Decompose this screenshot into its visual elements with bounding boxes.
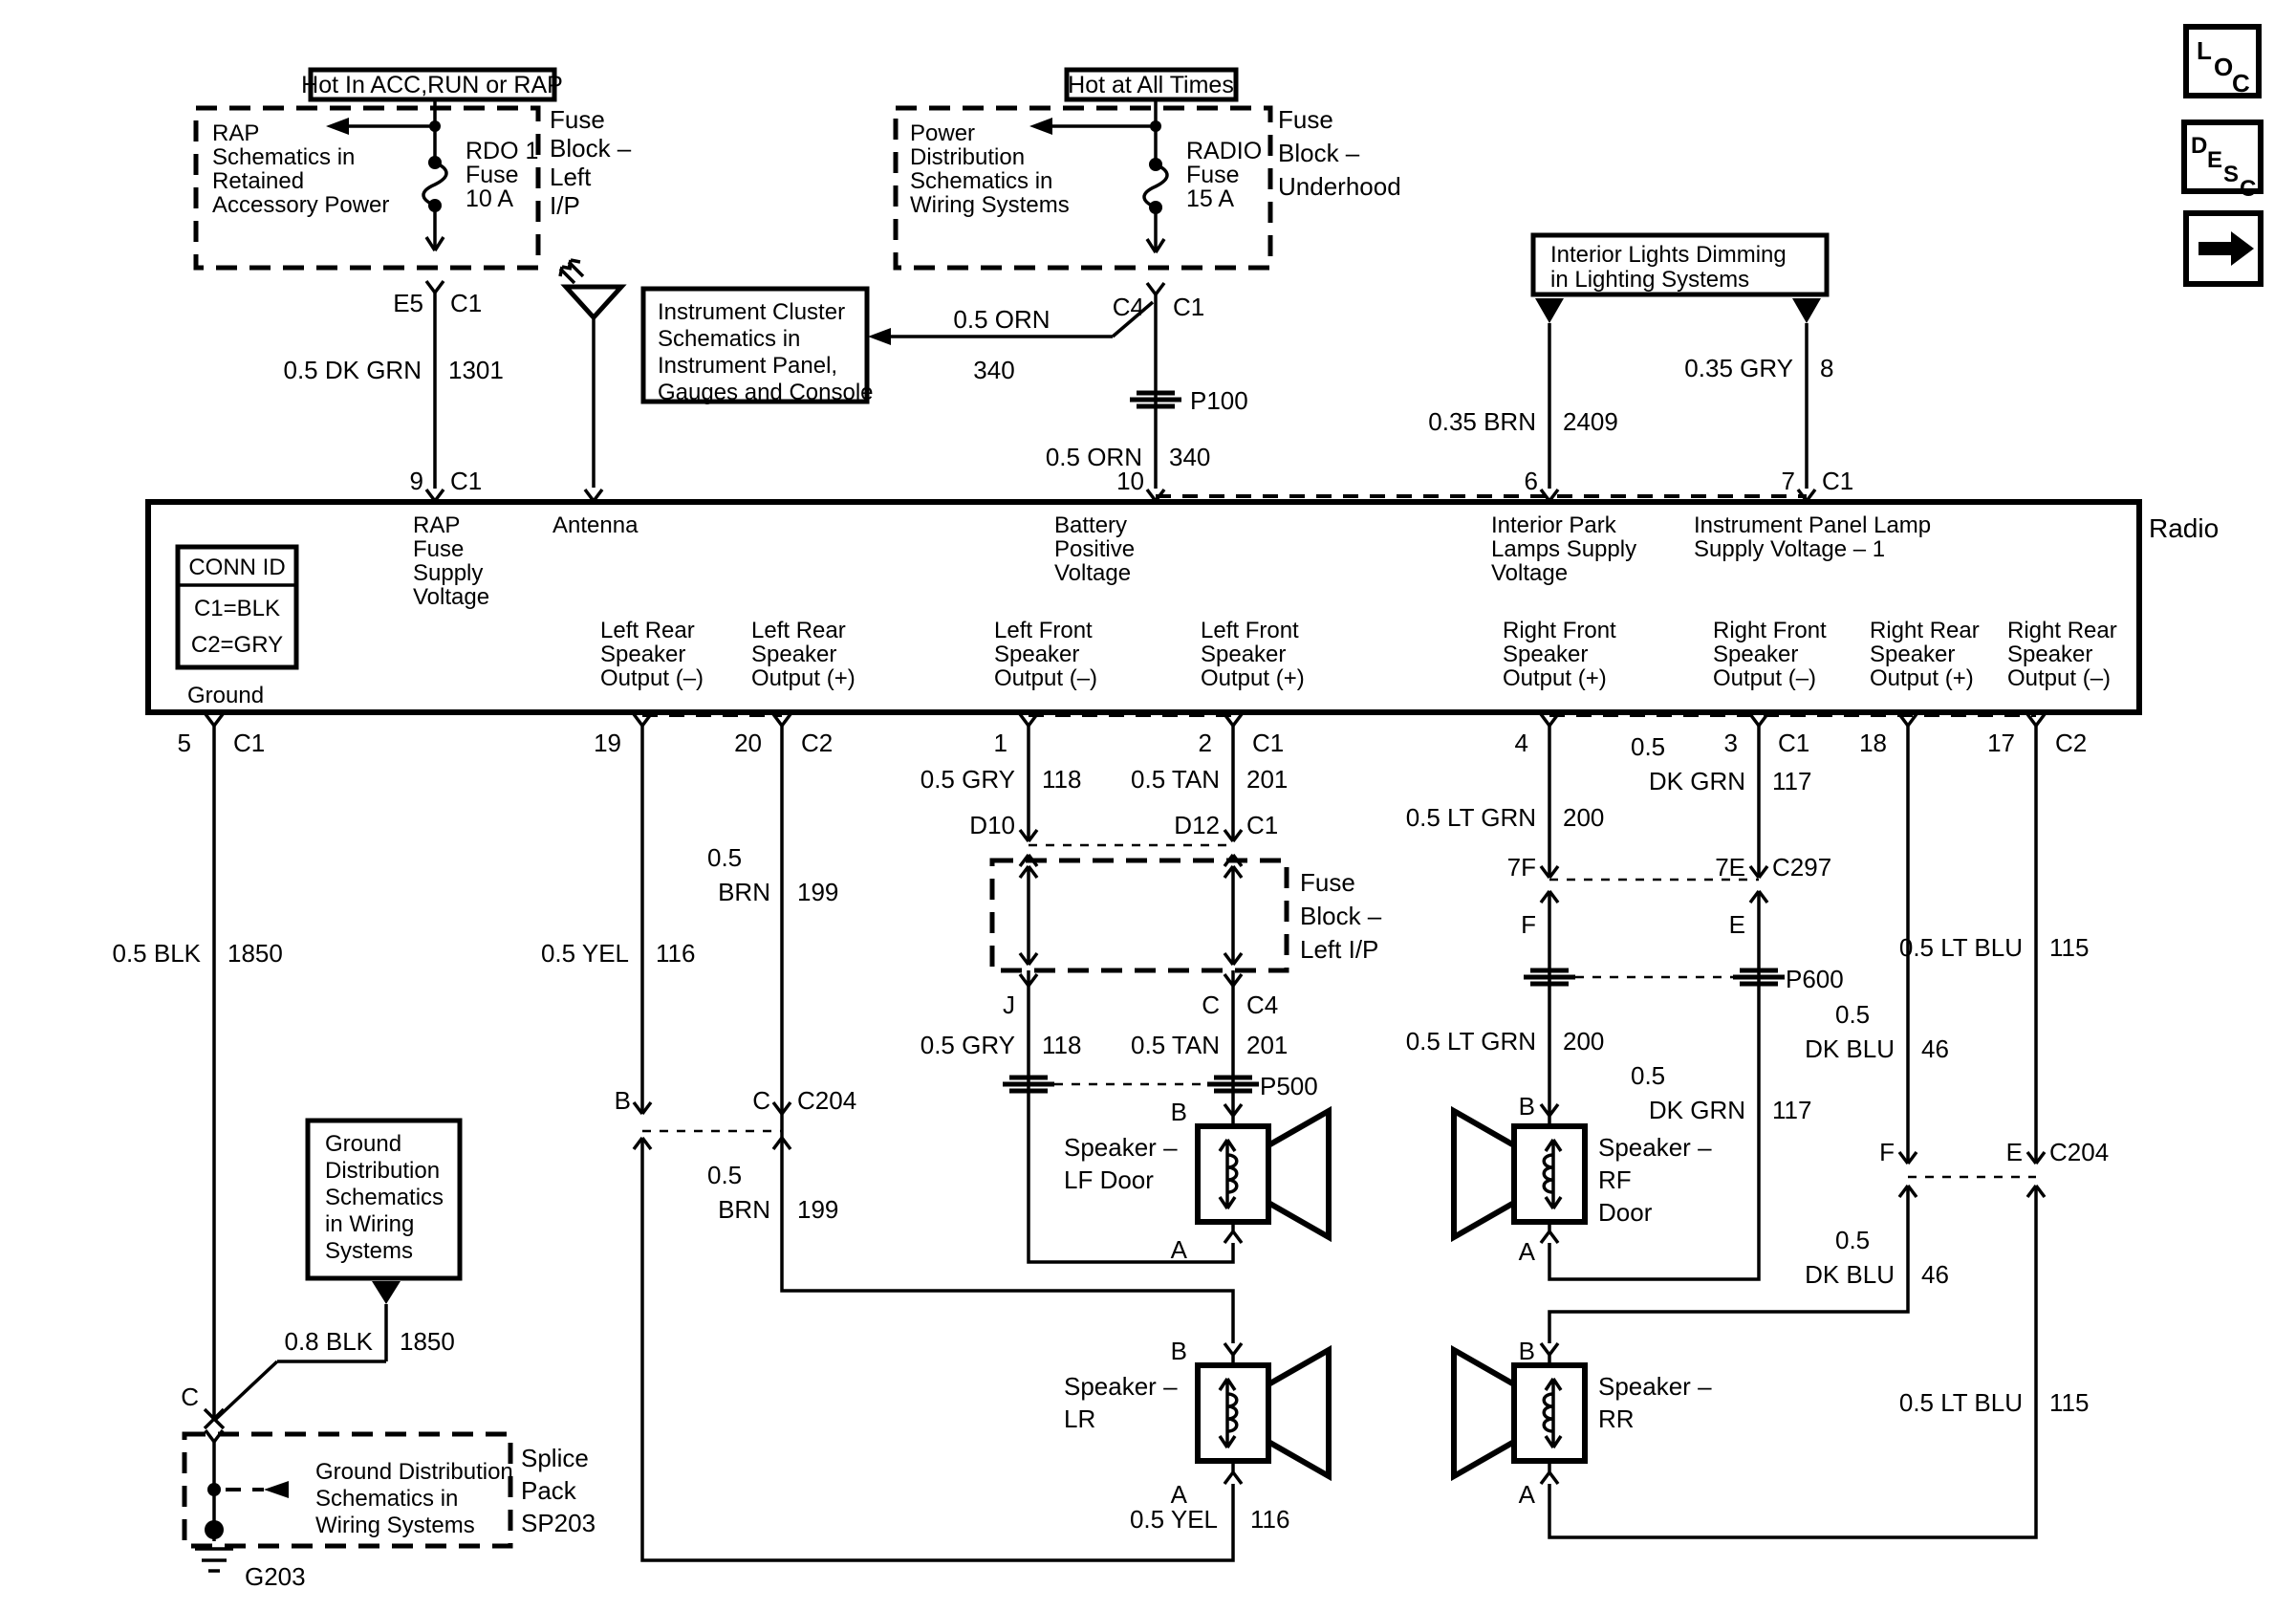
circuit-46: 46 [1921, 1260, 1949, 1289]
terminal-a: A [1518, 1480, 1535, 1509]
circuit-1850-branch: 1850 [400, 1327, 455, 1356]
speaker-label: RR [1598, 1404, 1635, 1433]
wire-label-brn: BRN [718, 878, 770, 906]
fuse-name: Fuse [466, 162, 519, 188]
speaker-body [1198, 1126, 1268, 1222]
radio-pin-battery: Positive [1054, 536, 1136, 562]
wire-label-brn: BRN [718, 1195, 770, 1224]
connector-c1: C1 [1246, 811, 1279, 839]
fuse-name: RADIO [1186, 138, 1263, 164]
output-label: Speaker [1870, 642, 1956, 667]
rap-note-line: Schematics in [212, 144, 356, 170]
dimming-section [1428, 235, 1853, 495]
terminal-7f: 7F [1506, 853, 1536, 882]
wire-label-08-blk: 0.8 BLK [284, 1327, 373, 1356]
output-label: Output (–) [1713, 665, 1817, 691]
output-label: Right Rear [1870, 618, 1980, 643]
output-label: Output (+) [1503, 665, 1607, 691]
wire-label-brn: 0.5 [707, 843, 743, 872]
right-arrow-icon [2231, 231, 2254, 266]
circuit-201: 201 [1246, 765, 1289, 794]
loc-letter: L [2197, 36, 2212, 65]
splice-dot [207, 1483, 221, 1496]
pin-9: 9 [409, 467, 423, 495]
circuit-115: 115 [2049, 1388, 2090, 1417]
radio-pin-rap: Fuse [413, 536, 465, 562]
output-label: Speaker [1503, 642, 1589, 667]
wire-label-dkgrn: 0.5 [1631, 732, 1666, 761]
connector-c204: C204 [797, 1086, 857, 1115]
fuse-block-title: Underhood [1278, 172, 1401, 201]
output-label: Speaker [751, 642, 837, 667]
wire-label-blk: 0.5 BLK [112, 939, 201, 968]
connector-c4: C4 [1112, 293, 1144, 321]
loc-letter: O [2214, 53, 2234, 81]
terminal-a: A [1170, 1480, 1187, 1509]
acc-feed-section [196, 70, 632, 495]
ground-node-dot [205, 1520, 224, 1539]
junction-dot [429, 120, 441, 132]
terminal-d10: D10 [969, 811, 1015, 839]
output-label: Left Front [994, 618, 1093, 643]
connector-c1: C1 [1173, 293, 1205, 321]
fuse-block-title: Block – [1278, 139, 1360, 167]
wire-label-tan: 0.5 TAN [1131, 765, 1220, 794]
circuit-340-branch: 340 [973, 356, 1015, 384]
speaker-horn [1454, 1111, 1514, 1237]
circuit-46: 46 [1921, 1034, 1949, 1063]
grommet-p600-label: P600 [1786, 965, 1844, 993]
antenna-triangle [566, 287, 621, 317]
wire-label-dkblu: DK BLU [1805, 1260, 1895, 1289]
cluster-note: Gauges and Console [658, 380, 874, 405]
grommet-p600-icon [1524, 970, 1785, 984]
gd-note: Distribution [325, 1158, 441, 1184]
terminal-c: C [1202, 991, 1220, 1019]
output-label: Output (–) [994, 665, 1098, 691]
splice-note: Ground Distribution [315, 1459, 513, 1485]
pin-7: 7 [1781, 467, 1795, 495]
output-label: Left Rear [751, 618, 846, 643]
fuse-block-title: Fuse [550, 105, 605, 134]
speaker-label: Speaker – [1064, 1372, 1178, 1401]
radio-pin-rap: Voltage [413, 584, 490, 610]
terminal-f: F [1521, 910, 1536, 939]
terminal-c: C [752, 1086, 770, 1115]
loc-letter: C [2232, 69, 2250, 98]
terminal-b: B [1518, 1337, 1535, 1365]
power-dist-note: Distribution [910, 144, 1026, 170]
desc-button[interactable] [2184, 122, 2261, 202]
fuse-block-pass-title: Block – [1300, 902, 1382, 930]
wire-label-ltgrn: 0.5 LT GRN [1405, 803, 1536, 832]
terminal-j: J [1003, 991, 1015, 1019]
output-label: Output (+) [1201, 665, 1305, 691]
output-label: Speaker [2007, 642, 2093, 667]
speaker-body [1514, 1365, 1585, 1461]
pin-6: 6 [1524, 467, 1538, 495]
speaker-coil-arrow [1546, 1140, 1561, 1208]
circuit-199: 199 [797, 1195, 839, 1224]
radio-pin-ip-lamp: Instrument Panel Lamp [1694, 512, 1932, 538]
hot-all-times-label: Hot at All Times [1068, 72, 1234, 98]
terminal-b: B [1170, 1337, 1187, 1365]
cluster-note: Instrument Panel, [658, 353, 838, 379]
pin-3: 3 [1723, 729, 1738, 757]
speaker-label: Speaker – [1598, 1133, 1712, 1162]
speaker-label: Speaker – [1598, 1372, 1712, 1401]
splice-pack-label: SP203 [521, 1509, 596, 1537]
wire-label-tan: 0.5 TAN [1131, 1031, 1220, 1059]
desc-letter: C [2240, 176, 2257, 202]
circuit-116: 116 [656, 939, 696, 968]
connector-c2: C2 [2055, 729, 2088, 757]
circuit-116: 116 [1250, 1505, 1290, 1534]
circuit-115: 115 [2049, 933, 2090, 962]
output-label: Speaker [994, 642, 1080, 667]
right-front-run [1406, 726, 1844, 1279]
wire-label-orn-branch: 0.5 ORN [953, 305, 1051, 334]
wire-label-gry: 0.5 GRY [920, 765, 1015, 794]
radio-pin-park-lamps: Voltage [1491, 560, 1569, 586]
fuse-name: 10 A [466, 185, 514, 212]
fuse-block-pass-title: Fuse [1300, 868, 1355, 897]
speaker-horn [1268, 1350, 1329, 1476]
radio-pin-park-lamps: Lamps Supply [1491, 536, 1637, 562]
connector-c1: C1 [450, 467, 483, 495]
splice-pack-label: Pack [521, 1476, 576, 1505]
connector-c297: C297 [1772, 853, 1832, 882]
c4-exit-marks [1020, 974, 1242, 986]
conn-id-c1: C1=BLK [193, 596, 281, 621]
radio-box [148, 502, 2219, 712]
output-label: Output (+) [751, 665, 856, 691]
speaker-label: Speaker – [1064, 1133, 1178, 1162]
speaker-body [1198, 1365, 1268, 1461]
c204-right-crossing-marks [1899, 1152, 2045, 1197]
fuse-block-pass-title: Left I/P [1300, 935, 1379, 964]
left-arrow-icon [1029, 118, 1052, 135]
output-label: Output (–) [600, 665, 704, 691]
radio-pin-rap: Supply [413, 560, 484, 586]
connector-c2: C2 [801, 729, 834, 757]
splice-entry-mark [206, 1430, 223, 1442]
circuit-200: 200 [1563, 1027, 1605, 1056]
splice-pack-label: Splice [521, 1444, 589, 1472]
terminal-c: C [181, 1382, 199, 1411]
radio-pin-ip-lamp: Supply Voltage – 1 [1694, 536, 1886, 562]
splice-note: Wiring Systems [315, 1513, 475, 1538]
speaker-rr [1454, 1337, 1712, 1509]
grommet-p100-icon [1130, 393, 1181, 406]
pin-19: 19 [594, 729, 621, 757]
radio-pin-battery: Voltage [1054, 560, 1132, 586]
circuit-2409: 2409 [1563, 407, 1618, 436]
grommet-p100-label: P100 [1190, 386, 1248, 415]
pin-10: 10 [1116, 467, 1144, 495]
connector-c1: C1 [450, 289, 483, 317]
terminal-e5: E5 [393, 289, 423, 317]
speaker-label: LR [1064, 1404, 1096, 1433]
terminal-7e: 7E [1715, 853, 1745, 882]
desc-letter: D [2191, 133, 2208, 159]
output-label: Right Rear [2007, 618, 2117, 643]
wire-label-dk-grn: 0.5 DK GRN [283, 356, 422, 384]
dimming-note: Interior Lights Dimming [1550, 242, 1787, 268]
right-arrow-icon [2199, 242, 2231, 255]
connector-c1: C1 [233, 729, 266, 757]
speaker-label: LF Door [1064, 1165, 1154, 1194]
radio-pin-park-lamps: Interior Park [1491, 512, 1616, 538]
pin-20: 20 [734, 729, 762, 757]
power-dist-note: Power [910, 120, 976, 146]
conn-id-c2: C2=GRY [190, 632, 284, 658]
circuit-1850: 1850 [227, 939, 283, 968]
ground-symbol-icon [195, 1549, 233, 1571]
junction-dot [1150, 120, 1161, 132]
terminal-a: A [1170, 1235, 1187, 1264]
connector-c1: C1 [1252, 729, 1285, 757]
ground-run [112, 726, 596, 1591]
dimming-note: in Lighting Systems [1550, 267, 1750, 293]
speaker-coil-arrow [1220, 1379, 1235, 1448]
wire-label-orn: 0.5 ORN [1045, 443, 1142, 471]
circuit-201: 201 [1246, 1031, 1289, 1059]
wire-label-dkgrn: DK GRN [1648, 1096, 1745, 1124]
pin-4: 4 [1514, 729, 1528, 757]
wire-label-dkgrn: 0.5 [1631, 1061, 1666, 1090]
pass-through-arrows [1020, 866, 1242, 965]
grommet-p500-label: P500 [1260, 1072, 1318, 1100]
wire-label-dkgrn: DK GRN [1648, 767, 1745, 795]
gd-note: in Wiring [325, 1211, 415, 1237]
radio-pin-battery: Battery [1054, 512, 1128, 538]
gd-note: Systems [325, 1238, 414, 1264]
output-label: Output (–) [2007, 665, 2112, 691]
splice-note: Schematics in [315, 1486, 459, 1512]
output-label: Right Front [1503, 618, 1616, 643]
speaker-horn [1454, 1350, 1514, 1476]
down-arrow-icon [1535, 298, 1564, 323]
pin-5: 5 [177, 729, 191, 757]
dimming-wires [1549, 323, 1807, 489]
left-rear-run [541, 726, 1290, 1560]
circuit-117: 117 [1772, 1096, 1812, 1124]
wire-label-035-brn: 0.35 BRN [1428, 407, 1536, 436]
circuit-118: 118 [1042, 765, 1082, 794]
wire-label-dkblu: DK BLU [1805, 1034, 1895, 1063]
wire-label-dkblu: 0.5 [1835, 1000, 1871, 1029]
wire-label-brn: 0.5 [707, 1161, 743, 1189]
gd-note: Schematics [325, 1185, 444, 1210]
circuit-1301: 1301 [448, 356, 504, 384]
wire-label-ltgrn: 0.5 LT GRN [1405, 1027, 1536, 1056]
radio-pin-antenna: Antenna [552, 512, 639, 538]
fuse-block-title: Left [550, 163, 592, 191]
output-label: Left Rear [600, 618, 695, 643]
rap-note-line: Retained [212, 168, 305, 194]
circuit-199: 199 [797, 878, 839, 906]
fuse-name: RDO 1 [466, 138, 539, 164]
radio-pin-ground: Ground [187, 683, 265, 708]
conn-id-title: CONN ID [188, 555, 286, 580]
radio-bottom-pins [178, 714, 2088, 757]
speaker-label: RF [1598, 1165, 1632, 1194]
wire-label-ltblu: 0.5 LT BLU [1898, 933, 2023, 962]
fuse-name: Fuse [1186, 162, 1240, 188]
wire-label-gry: 0.5 GRY [920, 1031, 1015, 1059]
circuit-118: 118 [1042, 1031, 1082, 1059]
terminal-f: F [1879, 1138, 1895, 1166]
output-label: Speaker [600, 642, 686, 667]
output-label: Left Front [1201, 618, 1299, 643]
speaker-lr [1064, 1337, 1329, 1509]
speaker-horn [1268, 1111, 1329, 1237]
power-dist-note: Wiring Systems [910, 192, 1070, 218]
pin-2: 2 [1198, 729, 1212, 757]
desc-letter: E [2207, 147, 2223, 173]
wire-label-yel: 0.5 YEL [540, 939, 629, 968]
ground-g203-label: G203 [245, 1562, 306, 1591]
desc-letter: S [2223, 162, 2240, 187]
rap-note-line: Accessory Power [212, 192, 390, 218]
left-arrow-icon [264, 1481, 289, 1498]
output-label: Output (+) [1870, 665, 1974, 691]
wire-label-yel: 0.5 YEL [1129, 1505, 1218, 1534]
circuit-8: 8 [1820, 354, 1834, 382]
connector-c4: C4 [1246, 991, 1279, 1019]
fuse-block-title: Block – [550, 134, 632, 163]
circuit-340: 340 [1169, 443, 1211, 471]
fuse-block-title: Fuse [1278, 105, 1333, 134]
wire-label-035-gry: 0.35 GRY [1684, 354, 1793, 382]
left-arrow-icon [326, 118, 349, 135]
loc-button[interactable] [2186, 27, 2259, 98]
antenna-signal-icon [560, 262, 583, 283]
connector-c204: C204 [2049, 1138, 2110, 1166]
fuse-block-title: I/P [550, 191, 580, 220]
connector-c1: C1 [1778, 729, 1810, 757]
gd-note: Ground [325, 1131, 402, 1157]
battery-feed-section [643, 70, 1401, 495]
speaker-label: Door [1598, 1198, 1653, 1227]
next-button[interactable] [2186, 213, 2261, 284]
circuit-117: 117 [1772, 767, 1812, 795]
pin-1: 1 [993, 729, 1007, 757]
hot-acc-label: Hot In ACC,RUN or RAP [301, 72, 563, 98]
pin-18: 18 [1859, 729, 1887, 757]
speaker-body [1514, 1126, 1585, 1222]
terminal-b: B [1170, 1098, 1187, 1126]
terminal-a: A [1518, 1237, 1535, 1266]
circuit-200: 200 [1563, 803, 1605, 832]
output-label: Speaker [1713, 642, 1799, 667]
output-label: Right Front [1713, 618, 1827, 643]
radio-speaker-output-labels [600, 618, 2117, 691]
output-label: Speaker [1201, 642, 1287, 667]
speaker-coil-arrow [1546, 1379, 1561, 1448]
cluster-note: Schematics in [658, 326, 801, 352]
terminal-b: B [614, 1086, 631, 1115]
left-arrow-icon [868, 328, 891, 345]
down-arrow-icon [1792, 298, 1821, 323]
terminal-b: B [1518, 1092, 1535, 1121]
terminal-d12: D12 [1174, 811, 1220, 839]
speaker-lf-door [1064, 1098, 1329, 1264]
pin-17: 17 [1987, 729, 2015, 757]
wire-label-dkblu: 0.5 [1835, 1226, 1871, 1254]
terminal-e: E [2005, 1138, 2023, 1166]
fuse-name: 15 A [1186, 185, 1235, 212]
viewer-toolbar [2184, 27, 2261, 284]
power-dist-note: Schematics in [910, 168, 1053, 194]
radio-pin-rap: RAP [413, 512, 461, 538]
terminal-e: E [1728, 910, 1745, 939]
antenna-symbol [560, 260, 621, 488]
wire-label-ltblu: 0.5 LT BLU [1898, 1388, 2023, 1417]
speaker-coil-arrow [1220, 1140, 1235, 1208]
radio-title: Radio [2149, 513, 2220, 543]
cluster-note: Instrument Cluster [658, 299, 846, 325]
rap-note-line: RAP [212, 120, 260, 146]
connector-c1: C1 [1822, 467, 1854, 495]
down-arrow-icon [372, 1281, 401, 1304]
